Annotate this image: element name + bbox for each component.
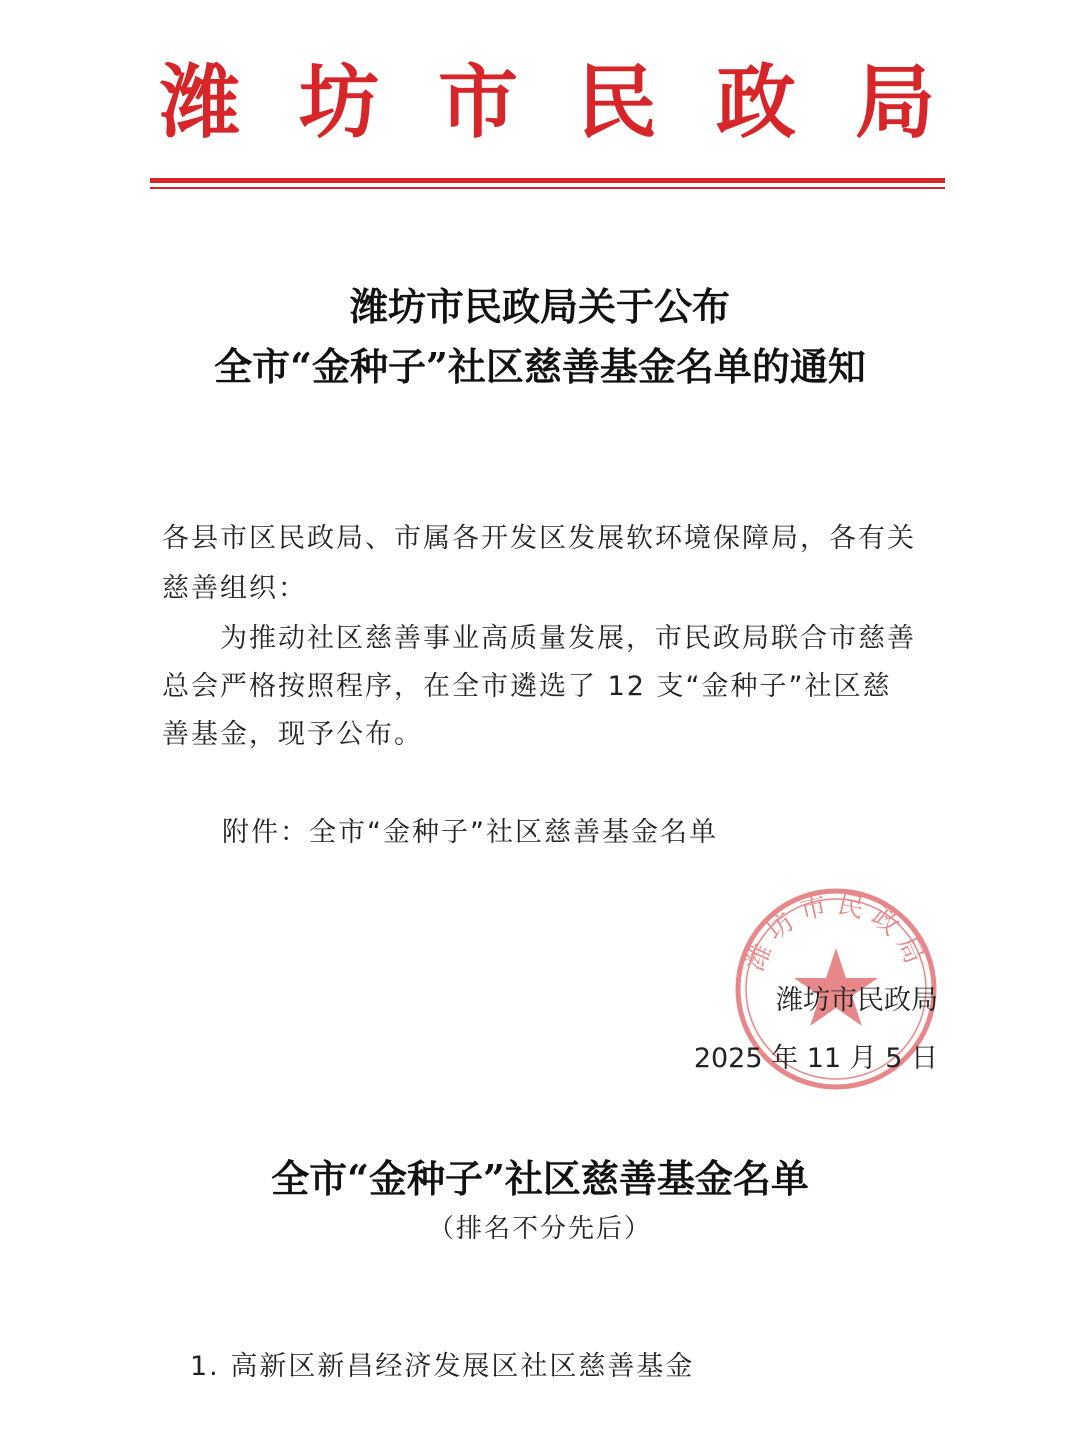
document-title-line-2: 全市“金种子”社区慈善基金名单的通知 bbox=[214, 344, 866, 389]
list-subtitle: （排名不分先后） bbox=[427, 1214, 652, 1244]
letterhead-rule-thin bbox=[150, 187, 945, 189]
letterhead-char: 潍 bbox=[160, 55, 240, 149]
paragraph-line-1: 为推动社区慈善事业高质量发展，市民政局联合市慈善 bbox=[162, 623, 916, 654]
letterhead-char: 坊 bbox=[299, 55, 379, 149]
signature-org: 潍坊市民政局 bbox=[776, 985, 938, 1016]
document-title-line-1: 潍坊市民政局关于公布 bbox=[349, 284, 730, 329]
list-item: 1. 高新区新昌经济发展区社区慈善基金 bbox=[190, 1351, 695, 1382]
addressee-line-2: 慈善组织： bbox=[162, 573, 307, 604]
letterhead-char: 市 bbox=[438, 55, 518, 149]
list-title: 全市“金种子”社区慈善基金名单 bbox=[271, 1156, 809, 1201]
letterhead-char: 政 bbox=[716, 55, 796, 149]
letterhead-char: 局 bbox=[855, 55, 935, 149]
seal-ring-text: 潍坊市民政局 bbox=[739, 889, 933, 976]
addressee-line-1: 各县市区民政局、市属各开发区发展软环境保障局，各有关 bbox=[162, 523, 916, 554]
letterhead-char: 民 bbox=[577, 55, 657, 149]
signature-date: 2025 年 11 月 5 日 bbox=[693, 1043, 938, 1074]
letterhead-rule-thick bbox=[150, 178, 945, 183]
paragraph-line-3: 善基金，现予公布。 bbox=[162, 719, 423, 750]
paragraph-line-2: 总会严格按照程序，在全市遴选了 12 支“金种子”社区慈 bbox=[162, 671, 892, 702]
letterhead-title bbox=[150, 52, 945, 152]
attachment-line: 附件：全市“金种子”社区慈善基金名单 bbox=[222, 817, 718, 848]
